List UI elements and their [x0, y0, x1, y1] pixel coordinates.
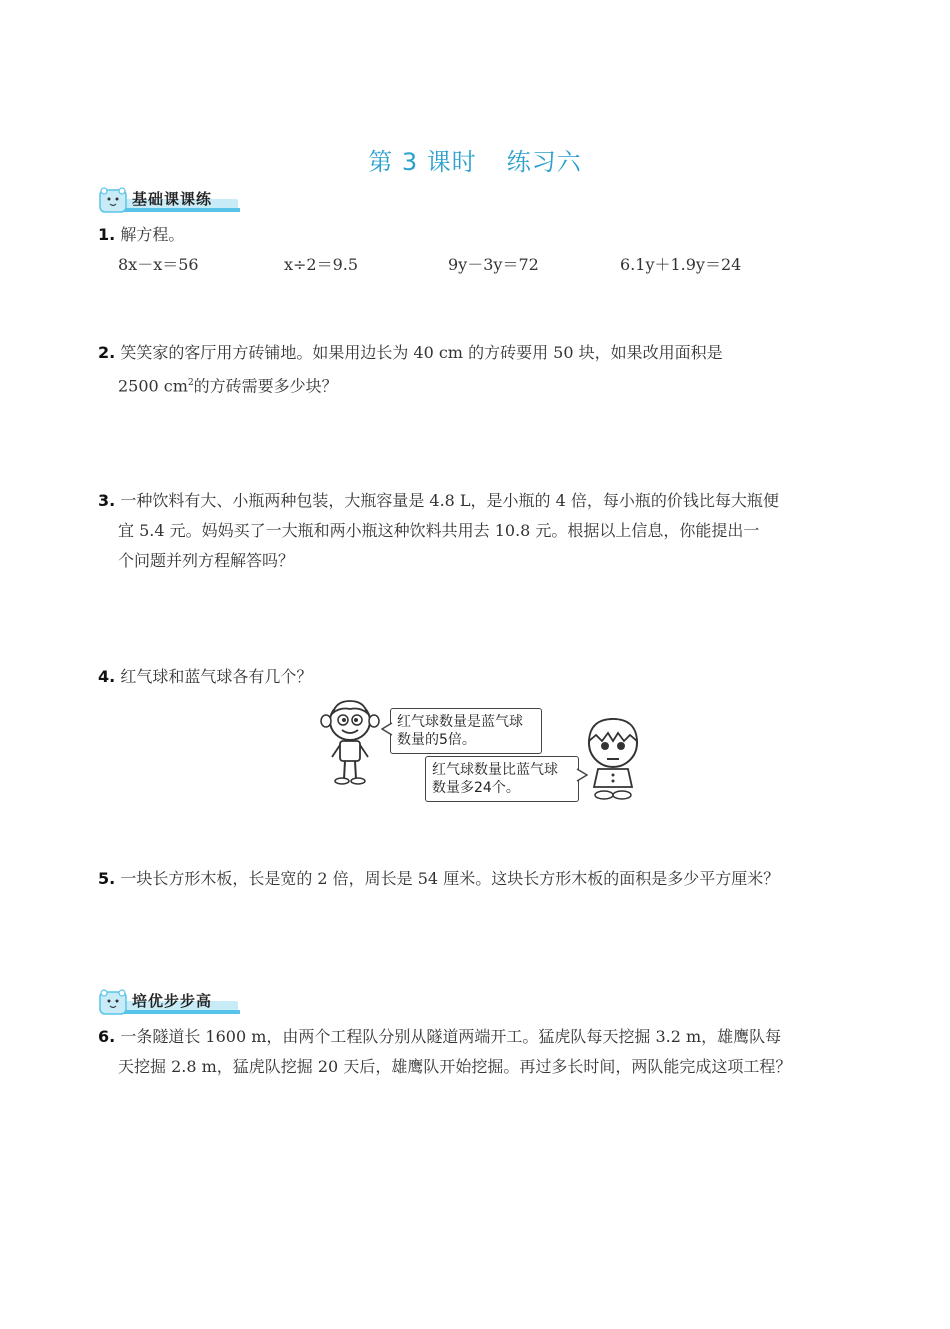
equation-4: 6.1y＋1.9y＝24 — [620, 255, 742, 274]
speech-bubble-2: 红气球数量比蓝气球 数量多24个。 — [425, 756, 579, 802]
page-title — [0, 142, 950, 177]
bear-mascot-icon — [98, 186, 128, 214]
question-6 — [98, 1022, 858, 1082]
equation-1: 8x－x＝56 — [118, 255, 199, 274]
question-3 — [98, 486, 858, 576]
section-badge-advanced — [98, 988, 240, 1016]
question-line: 2500 $cm^2$的方砖需要多少块？ — [118, 376, 338, 396]
question-line: 一条隧道长 1600 m，由两个工程队分别从隧道两端开工。猛虎队每天挖掘 3.2 m，雄鹰队每 — [120, 1027, 782, 1046]
question-line: 笑笑家的客厅用方砖铺地。如果用边长为 40 cm 的方砖要用 50 块，如果改用面积是 — [120, 343, 723, 362]
section-badge-basic — [98, 186, 240, 214]
question-number: 3. — [98, 491, 116, 510]
equation-3: 9y－3y＝72 — [448, 255, 539, 274]
question-number: 6. — [98, 1027, 116, 1046]
question-text: 一块长方形木板，长是宽的 2 倍，周长是 54 厘米。这块长方形木板的面积是多少平方厘米？ — [120, 869, 780, 888]
question-text: 红气球和蓝气球各有几个？ — [120, 667, 313, 686]
speech-bubble-1: 红气球数量是蓝气球 数量的5倍。 — [390, 708, 542, 754]
question-line: 一种饮料有大、小瓶两种包装，大瓶容量是 4.8 L，是小瓶的 4 倍，每小瓶的价钱比每大瓶便 — [120, 491, 779, 510]
question-number: 4. — [98, 667, 116, 686]
question-line: 个问题并列方程解答吗？ — [118, 551, 295, 570]
question-2 — [98, 338, 858, 401]
equation-2: x÷2＝9.5 — [284, 255, 359, 274]
question-text: 解方程。 — [120, 225, 185, 244]
question-number: 2. — [98, 343, 116, 362]
lesson-number: 第 3 课时 — [368, 148, 477, 176]
question-4 — [98, 662, 312, 692]
question-line: 宜 5.4 元。妈妈买了一大瓶和两小瓶这种饮料共用去 10.8 元。根据以上信息，你能提出一 — [118, 521, 760, 540]
bear-mascot-icon — [98, 988, 128, 1016]
lesson-name: 练习六 — [506, 148, 582, 176]
boy-right-illustration — [580, 713, 646, 801]
question-number: 5. — [98, 869, 116, 888]
question-5 — [98, 864, 858, 894]
question-1 — [98, 220, 184, 250]
section-title-advanced: 培优步步高 — [132, 992, 213, 1010]
question-line: 天挖掘 2.8 m，猛虎队挖掘 20 天后，雄鹰队开始挖掘。再过多长时间，两队能完成这项工程？ — [118, 1057, 792, 1076]
section-title-basic: 基础课课练 — [132, 190, 213, 208]
bubble-tail-icon — [381, 722, 393, 736]
boy-left-illustration — [318, 695, 382, 787]
question-number: 1. — [98, 225, 116, 244]
